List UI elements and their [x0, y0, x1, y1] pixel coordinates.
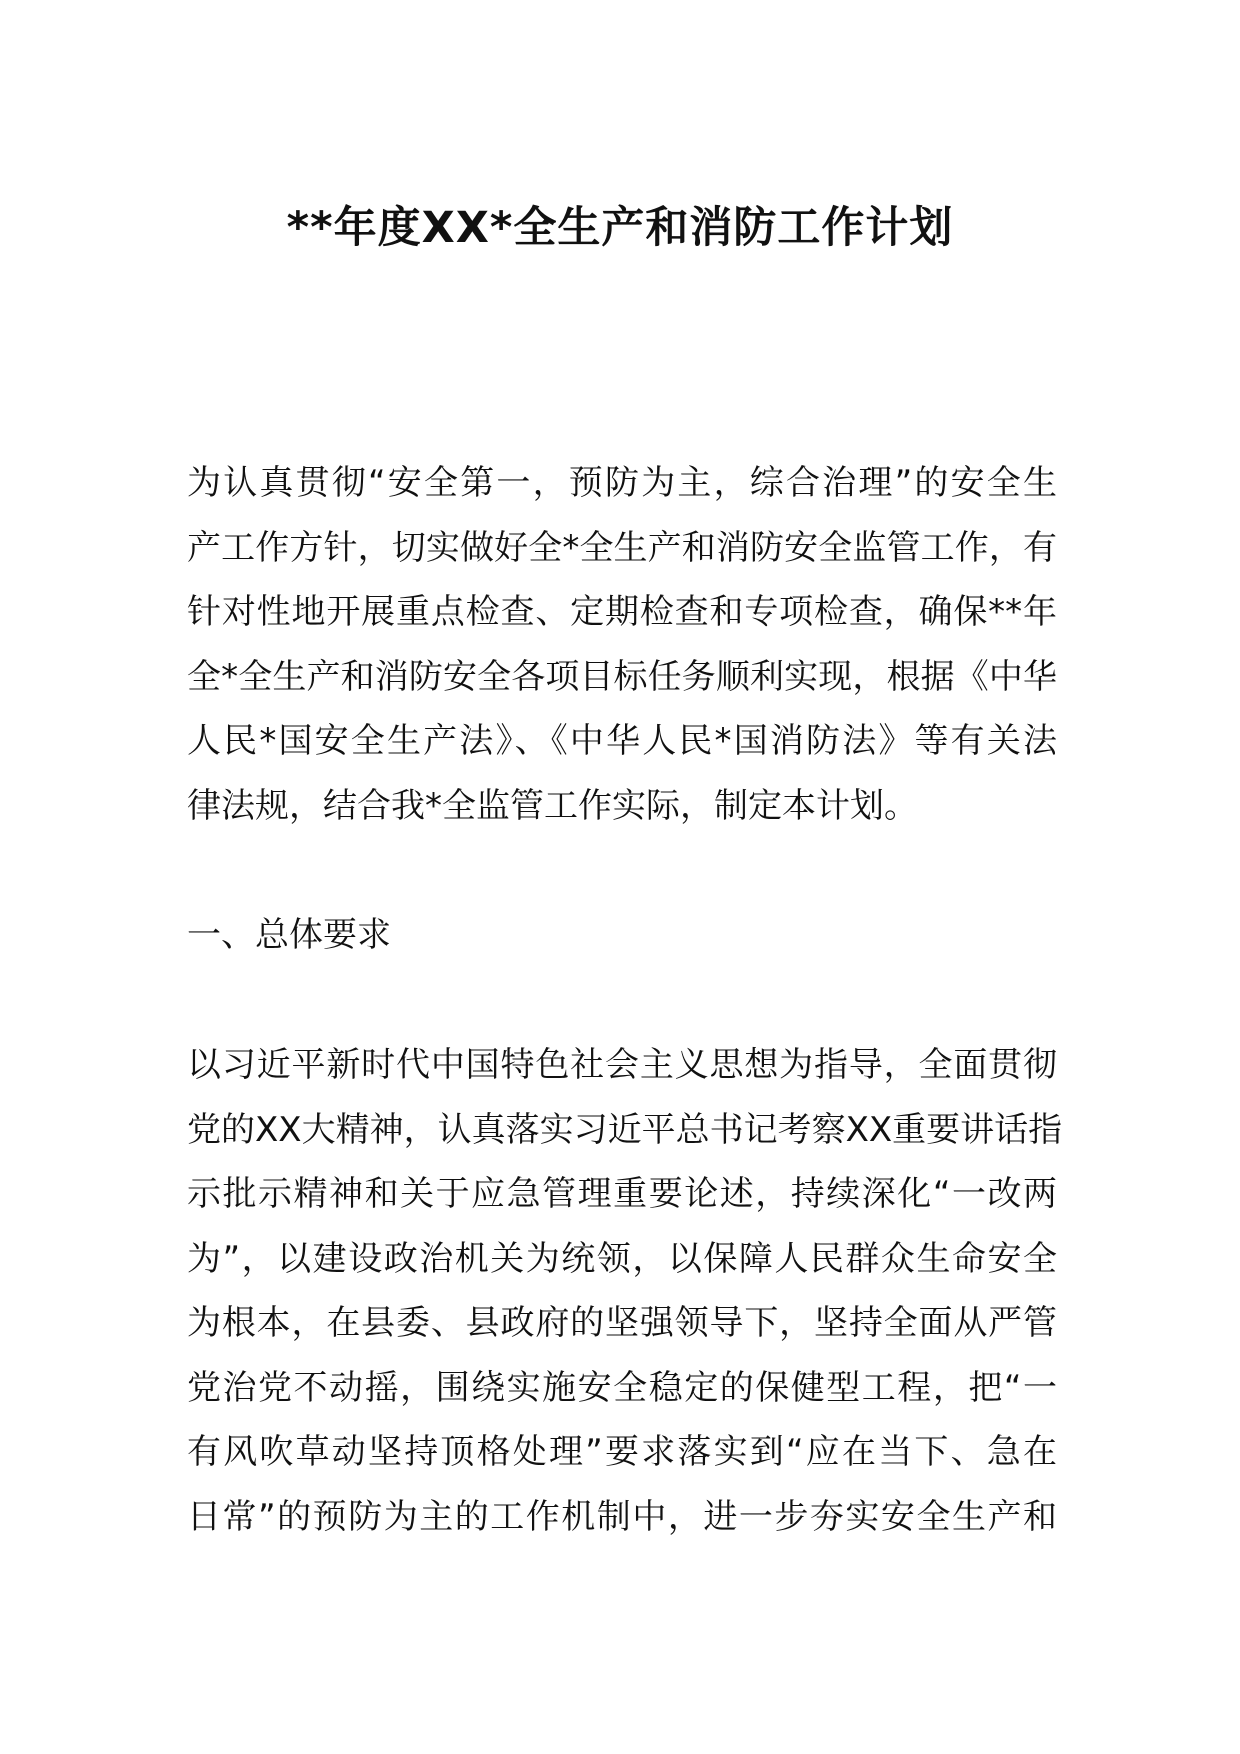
section-1-line: 日常”的预防为主的工作机制中，进一步夯实安全生产和: [187, 1496, 1057, 1537]
section-heading-text: 一、总体要求: [187, 915, 391, 955]
intro-line: 人民*国安全生产法》、《中华人民*国消防法》等有关法: [187, 721, 1057, 761]
document-title: **年度XX*全生产和消防工作计划: [286, 203, 954, 253]
section-1-paragraph: [187, 1033, 1063, 1549]
section-1-line: 党的XX大精神，认真落实习近平总书记考察XX重要讲话指: [187, 1109, 1063, 1150]
intro-line: 为认真贯彻“安全第一，预防为主，综合治理”的安全生: [187, 463, 1057, 503]
section-1-line: 为”，以建设政治机关为统领，以保障人民群众生命安全: [187, 1238, 1057, 1279]
section-1-line: 有风吹草动坚持顶格处理”要求落实到“应在当下、急在: [187, 1432, 1057, 1472]
section-1-line: 示批示精神和关于应急管理重要论述，持续深化“一改两: [187, 1174, 1057, 1214]
intro-line: 律法规，结合我*全监管工作实际，制定本计划。: [187, 785, 918, 826]
intro-line: 产工作方针，切实做好全*全生产和消防安全监管工作，有: [187, 527, 1057, 568]
section-1-line: 以习近平新时代中国特色社会主义思想为指导，全面贯彻: [187, 1045, 1057, 1085]
section-heading: [187, 903, 1057, 968]
section-1-line: 党治党不动摇，围绕实施安全稳定的保健型工程，把“一: [187, 1367, 1057, 1408]
section-1-line: 为根本，在县委、县政府的坚强领导下，坚持全面从严管: [187, 1303, 1057, 1343]
intro-line: 全*全生产和消防安全各项目标任务顺利实现，根据《中华: [187, 656, 1057, 697]
intro-line: 针对性地开展重点检查、定期检查和专项检查，确保**年: [187, 592, 1057, 632]
intro-paragraph: [187, 451, 1057, 838]
